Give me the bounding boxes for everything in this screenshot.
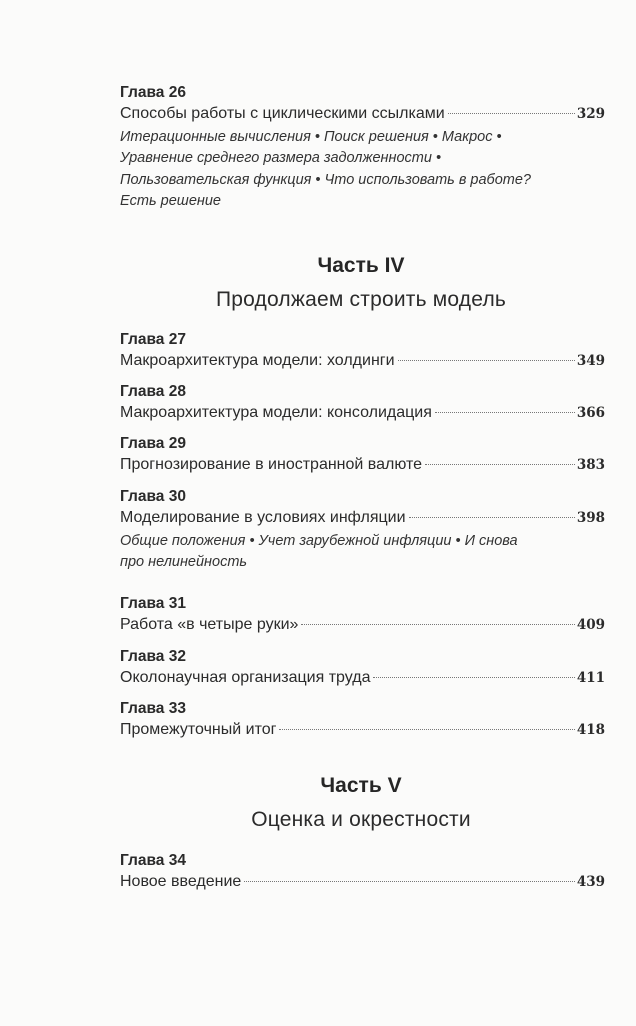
topics-line: Пользовательская функция • Что использовать в работе? (120, 171, 531, 188)
chapter-label: Глава 29 (120, 435, 186, 452)
chapter-row (120, 103, 605, 125)
toc-entry-chapter-29 (120, 434, 605, 476)
chapter-title: Прогнозирование в иностранной валюте (120, 456, 423, 473)
part-title: Продолжаем строить модель (215, 288, 507, 311)
chapter-row (120, 871, 605, 893)
topics-line: про нелинейность (120, 554, 248, 571)
page-number: 329 (576, 106, 605, 122)
chapter-title: Работа «в четыре руки» (120, 616, 299, 633)
part-number: Часть IV (317, 254, 405, 277)
dot-leader (279, 729, 574, 730)
chapter-row (120, 507, 605, 529)
chapter-row (120, 614, 605, 636)
page-number: 409 (576, 617, 605, 633)
topics-line: Итерационные вычисления • Поиск решения • Макрос • (120, 129, 502, 145)
dot-leader (425, 464, 575, 465)
toc-entry-chapter-30 (120, 487, 605, 574)
toc-entry-chapter-26 (120, 83, 605, 212)
topics-line: Уравнение среднего размера задолженности • (120, 150, 442, 167)
dot-leader (301, 624, 574, 625)
part-heading-v (0, 773, 636, 834)
page-number: 398 (576, 510, 605, 526)
chapter-label: Глава 33 (120, 700, 186, 717)
page-number: 383 (576, 457, 605, 473)
dot-leader (435, 412, 575, 413)
chapter-row (120, 350, 605, 372)
page-number: 418 (576, 722, 605, 738)
chapter-row (120, 719, 605, 741)
chapter-title: Промежуточный итог (120, 721, 277, 738)
dot-leader (448, 113, 575, 114)
chapter-row (120, 402, 605, 424)
chapter-topics (120, 127, 605, 212)
page-number: 439 (576, 874, 605, 890)
page-number: 411 (576, 670, 605, 686)
chapter-label: Глава 32 (120, 648, 186, 665)
chapter-label: Глава 30 (120, 488, 186, 505)
toc-entry-chapter-32 (120, 647, 605, 689)
toc-entry-chapter-34 (120, 851, 605, 893)
chapter-title: Моделирование в условиях инфляции (120, 509, 406, 526)
chapter-title: Макроархитектура модели: холдинги (120, 352, 395, 369)
chapter-label: Глава 27 (120, 331, 186, 348)
chapter-title: Новое введение (120, 873, 242, 890)
toc-entry-chapter-33 (120, 699, 605, 741)
chapter-label: Глава 31 (120, 595, 186, 612)
chapter-title: Способы работы с циклическими ссылками (120, 105, 445, 122)
toc-entry-chapter-31 (120, 594, 605, 636)
chapter-row (120, 454, 605, 476)
chapter-label: Глава 28 (120, 383, 186, 400)
dot-leader (244, 881, 575, 882)
part-number: Часть V (320, 774, 402, 797)
topics-line: Есть решение (120, 192, 221, 209)
chapter-label: Глава 34 (120, 852, 186, 869)
chapter-label: Глава 26 (120, 84, 186, 101)
topics-line: Общие положения • Учет зарубежной инфляции • И снова (120, 533, 518, 549)
dot-leader (398, 360, 575, 361)
page-number: 349 (576, 353, 605, 369)
chapter-row (120, 667, 605, 689)
page-number: 366 (576, 405, 605, 421)
toc-entry-chapter-28 (120, 382, 605, 424)
part-heading-iv (0, 253, 636, 314)
dot-leader (409, 517, 575, 518)
chapter-topics (120, 531, 605, 574)
part-title: Оценка и окрестности (251, 808, 471, 831)
toc-entry-chapter-27 (120, 330, 605, 372)
chapter-title: Макроархитектура модели: консолидация (120, 404, 432, 421)
chapter-title: Околонаучная организация труда (120, 669, 371, 686)
dot-leader (373, 677, 574, 678)
